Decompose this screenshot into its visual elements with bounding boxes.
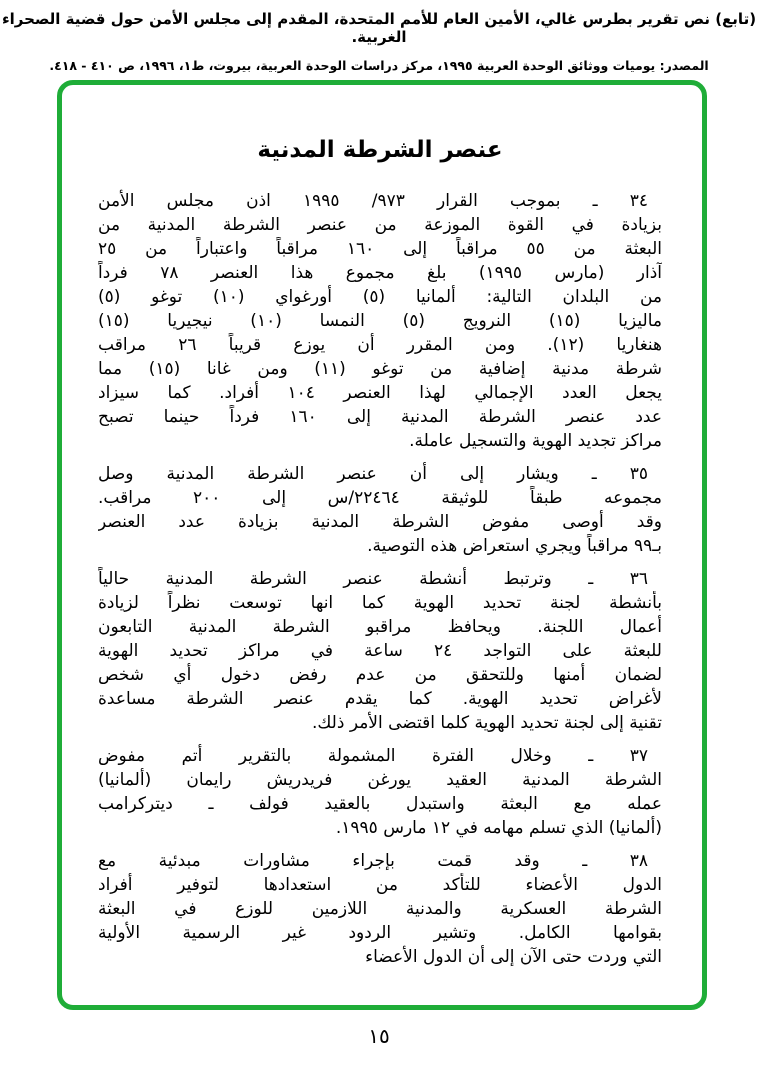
page-header [0, 10, 758, 73]
text-line: التي وردت حتى الآن إلى أن الدول الأعضاء [365, 947, 662, 967]
text-line: مجموعه طبقاً للوثيقة ٢٢٤٦٤/س إلى ٢٠٠ مراقب. [98, 488, 662, 508]
text-line: لضمان أمنها وللتحقق من عدم رفض دخول أي شخص [98, 665, 662, 685]
text-line: هنغاريا (١٢). ومن المقرر أن يوزع قريباً ٢٦ مراقب [98, 335, 662, 355]
text-line: من البلدان التالية: ألمانيا (٥) أورغواي (١٠) توغو (٥) [98, 287, 662, 307]
document-source-title: (تابع) نص تقرير بطرس غالي، الأمين العام للأمم المتحدة، المقدم إلى مجلس الأمن حول قضية الصحراء الغربية. [1, 10, 757, 46]
paragraph-٣٤ [98, 189, 662, 453]
text-line: البعثة من ٥٥ مراقباً إلى ١٦٠ مراقباً واعتباراً من ٢٥ [98, 239, 662, 259]
text-line: ماليزيا (١٥) النرويج (٥) النمسا (١٠) نيجيريا (١٥) [98, 311, 662, 331]
text-line: بـ٩٩ مراقباً ويجري استعراض هذه التوصية. [367, 536, 662, 556]
text-line: الشرطة العسكرية والمدنية اللازمين للوزع في البعثة [98, 899, 662, 919]
text-line: عمله مع البعثة واستبدل بالعقيد فولف ـ ديتركرامب [98, 794, 662, 814]
text-line: الدول الأعضاء للتأكد من استعدادها لتوفير أفراد [98, 875, 662, 895]
document-body [98, 189, 662, 969]
text-line: آذار (مارس ١٩٩٥) بلغ مجموع هذا العنصر ٧٨ فرداً [98, 263, 662, 283]
text-line: مراكز تجديد الهوية والتسجيل عاملة. [409, 431, 662, 451]
section-title: عنصر الشرطة المدنية [257, 137, 503, 163]
paragraph-٣٧ [98, 744, 662, 840]
text-line: ٣٤ ـ بموجب القرار ٩٧٣/ ١٩٩٥ اذن مجلس الأمن [98, 191, 648, 211]
text-line: ٣٥ ـ ويشار إلى أن عنصر الشرطة المدنية وصل [98, 464, 648, 484]
text-line: ٣٨ ـ وقد قمت بإجراء مشاورات مبدئية مع [98, 851, 648, 871]
text-line: عدد عنصر الشرطة المدنية إلى ١٦٠ فرداً حينما تصبح [98, 407, 662, 427]
paragraph-٣٨ [98, 849, 662, 969]
text-line: يجعل العدد الإجمالي لهذا العنصر ١٠٤ أفراد. كما سيزاد [98, 383, 662, 403]
text-line: (ألمانيا) الذي تسلم مهامه في ١٢ مارس ١٩٩٥. [335, 818, 662, 838]
text-line: تقنية إلى لجنة تحديد الهوية كلما اقتضى الأمر ذلك. [311, 713, 662, 733]
text-line: وقد أوصى مفوض الشرطة المدنية بزيادة عدد العنصر [98, 512, 662, 532]
document-content [62, 85, 702, 969]
text-line: للبعثة على التواجد ٢٤ ساعة في مراكز تحديد الهوية [98, 641, 662, 661]
text-line: لأغراض تحديد الهوية. كما يقدم عنصر الشرطة مساعدة [98, 689, 662, 709]
document-source-citation: المصدر: يوميات ووثائق الوحدة العربية ١٩٩٥، مركز دراسات الوحدة العربية، بيروت، ط١، ١٩٩٦، ص ٤١٠ - ٤١٨. [49, 58, 709, 73]
text-line: بقوامها الكامل. وتشير الردود غير الرسمية الأولية [98, 923, 662, 943]
text-line: بأنشطة لجنة تحديد الهوية كما انها توسعت نظراً لزيادة [98, 593, 662, 613]
text-line: شرطة مدنية إضافية من توغو (١١) ومن غانا (١٥) مما [98, 359, 662, 379]
text-line: بزيادة في القوة الموزعة من عنصر الشرطة المدنية من [98, 215, 662, 235]
paragraph-٣٦ [98, 567, 662, 735]
text-line: ٣٧ ـ وخلال الفترة المشمولة بالتقرير أتم مفوض [98, 746, 648, 766]
text-line: ٣٦ ـ وترتبط أنشطة عنصر الشرطة المدنية حالياً [98, 569, 648, 589]
paragraph-٣٥ [98, 462, 662, 558]
page-number: ١٥ [368, 1024, 390, 1048]
text-line: الشرطة المدنية العقيد يورغن فريدريش رايمان (ألمانيا) [98, 770, 662, 790]
content-border [57, 80, 707, 1010]
text-line: أعمال اللجنة. ويحافظ مراقبو الشرطة المدنية التابعون [98, 617, 662, 637]
